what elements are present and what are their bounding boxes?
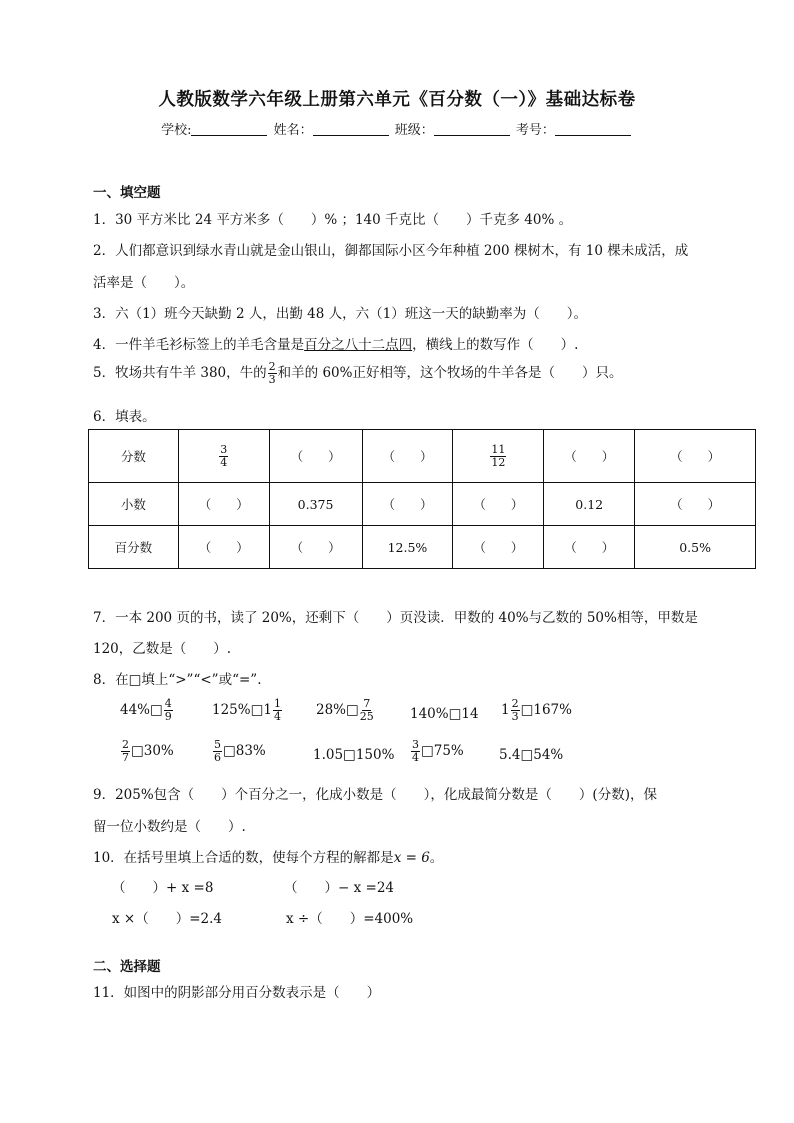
compare-item[interactable]: 125%□1 $\frac{1}{4}$ [212, 697, 281, 723]
equation-1[interactable]: （ ）+ x =8 [112, 880, 214, 896]
question-1: 1．30 平方米比 24 平方米多（ ）% ；140 千克比（ ）千克多 40% 。 [93, 212, 573, 228]
name-label: 姓名： [273, 123, 313, 138]
question-11: 11．如图中的阴影部分用百分数表示是（ ） [93, 985, 381, 1001]
table-cell[interactable]: （ ） [453, 483, 544, 526]
q5-text-pre: 5．牧场共有牛羊 380，牛的 [93, 365, 267, 381]
student-info-line [0, 119, 794, 138]
table-cell: 0.375 [269, 483, 362, 526]
compare-item[interactable]: $\frac{3}{4}$ □75% [412, 738, 464, 764]
table-cell: 0.12 [544, 483, 635, 526]
table-cell: $\frac{11}{12}$ [453, 430, 544, 483]
q10-solution: x = 6 [393, 850, 430, 866]
question-9-line1: 9．205%包含（ ）个百分之一，化成小数是（ ），化成最简分数是（ ）(分数)，保 [93, 787, 657, 803]
question-10: 10．在括号里填上合适的数，使每个方程的解都是x = 6。 [93, 850, 444, 866]
table-row-fraction [89, 430, 756, 483]
table-cell[interactable]: （ ） [544, 430, 635, 483]
question-4 [93, 333, 578, 353]
table-cell[interactable]: （ ） [362, 483, 453, 526]
compare-item[interactable]: 5.4□54% [499, 747, 564, 763]
row-label: 分数 [89, 430, 179, 483]
q5-text-post: 和羊的 60%正好相等，这个牧场的牛羊各是（ ）只。 [277, 365, 623, 381]
page-title: 人教版数学六年级上册第六单元《百分数（一）》基础达标卷 [158, 90, 636, 110]
q4-text-pre: 4．一件羊毛衫标签上的羊毛含量是 [93, 337, 305, 353]
section-multiple-choice-heading: 二、选择题 [93, 959, 161, 975]
table-cell[interactable]: （ ） [544, 526, 635, 569]
class-label: 班级： [394, 123, 434, 138]
equation-2[interactable]: （ ）− x =24 [284, 880, 394, 896]
question-2-line2: 活率是（ ）。 [93, 275, 195, 291]
compare-item[interactable]: 28%□ $\frac{7}{25}$ [316, 697, 374, 723]
question-9-line2: 留一位小数约是（ ）. [93, 819, 246, 835]
school-blank[interactable] [191, 122, 267, 136]
table-cell[interactable]: （ ） [635, 483, 756, 526]
compare-item[interactable]: $\frac{5}{6}$ □83% [214, 738, 266, 764]
section-fill-blank-heading: 一、填空题 [93, 185, 161, 201]
question-8: 8．在□填上“>”“<”或“=”. [93, 672, 262, 688]
question-6: 6．填表。 [93, 409, 156, 425]
table-row-percent [89, 526, 756, 569]
row-label: 百分数 [89, 526, 179, 569]
table-cell[interactable]: （ ） [269, 526, 362, 569]
compare-item[interactable]: 140%□14 [410, 706, 479, 722]
table-cell: 0.5% [635, 526, 756, 569]
class-blank[interactable] [434, 122, 510, 136]
table-row-decimal [89, 483, 756, 526]
compare-item[interactable]: 1.05□150% [313, 747, 395, 763]
question-7-line1: 7．一本 200 页的书，读了 20%，还剩下（ ）页没读．甲数的 40%与乙数的 50%相等，甲数是 [93, 610, 698, 626]
q4-text-post: ，横线上的数写作（ ）. [412, 337, 579, 353]
question-2-line1: 2．人们都意识到绿水青山就是金山银山，御都国际小区今年种植 200 棵树木，有 10 棵未成活，成 [93, 243, 689, 259]
table-cell: $\frac{3}{4}$ [178, 430, 269, 483]
exam-no-blank[interactable] [555, 122, 631, 136]
q5-fraction: $\frac{2}{3}$ [268, 360, 276, 386]
name-blank[interactable] [313, 122, 389, 136]
exam-no-label: 考号： [515, 123, 555, 138]
compare-item[interactable]: $\frac{2}{7}$ □30% [122, 738, 174, 764]
school-label: 学校: [161, 123, 192, 138]
table-cell[interactable]: （ ） [178, 526, 269, 569]
compare-item[interactable]: 44%□ $\frac{4}{9}$ [120, 697, 172, 723]
table-cell: 12.5% [362, 526, 453, 569]
row-label: 小数 [89, 483, 179, 526]
question-7-line2: 120，乙数是（ ）. [93, 641, 232, 657]
table-cell[interactable]: （ ） [178, 483, 269, 526]
table-cell[interactable]: （ ） [453, 526, 544, 569]
equation-4[interactable]: x ÷（ ）=400% [286, 911, 414, 927]
question-5 [93, 361, 622, 386]
table-cell[interactable]: （ ） [362, 430, 453, 483]
conversion-table [88, 429, 756, 569]
table-cell[interactable]: （ ） [635, 430, 756, 483]
question-3: 3．六（1）班今天缺勤 2 人，出勤 48 人，六（1）班这一天的缺勤率为（ ）。 [93, 306, 587, 322]
q4-underlined-number: 百分之八十二点四 [304, 337, 413, 353]
compare-item[interactable]: 1 $\frac{2}{3}$ □167% [501, 697, 572, 723]
table-cell[interactable]: （ ） [269, 430, 362, 483]
equation-3[interactable]: x ×（ ）=2.4 [112, 911, 222, 927]
